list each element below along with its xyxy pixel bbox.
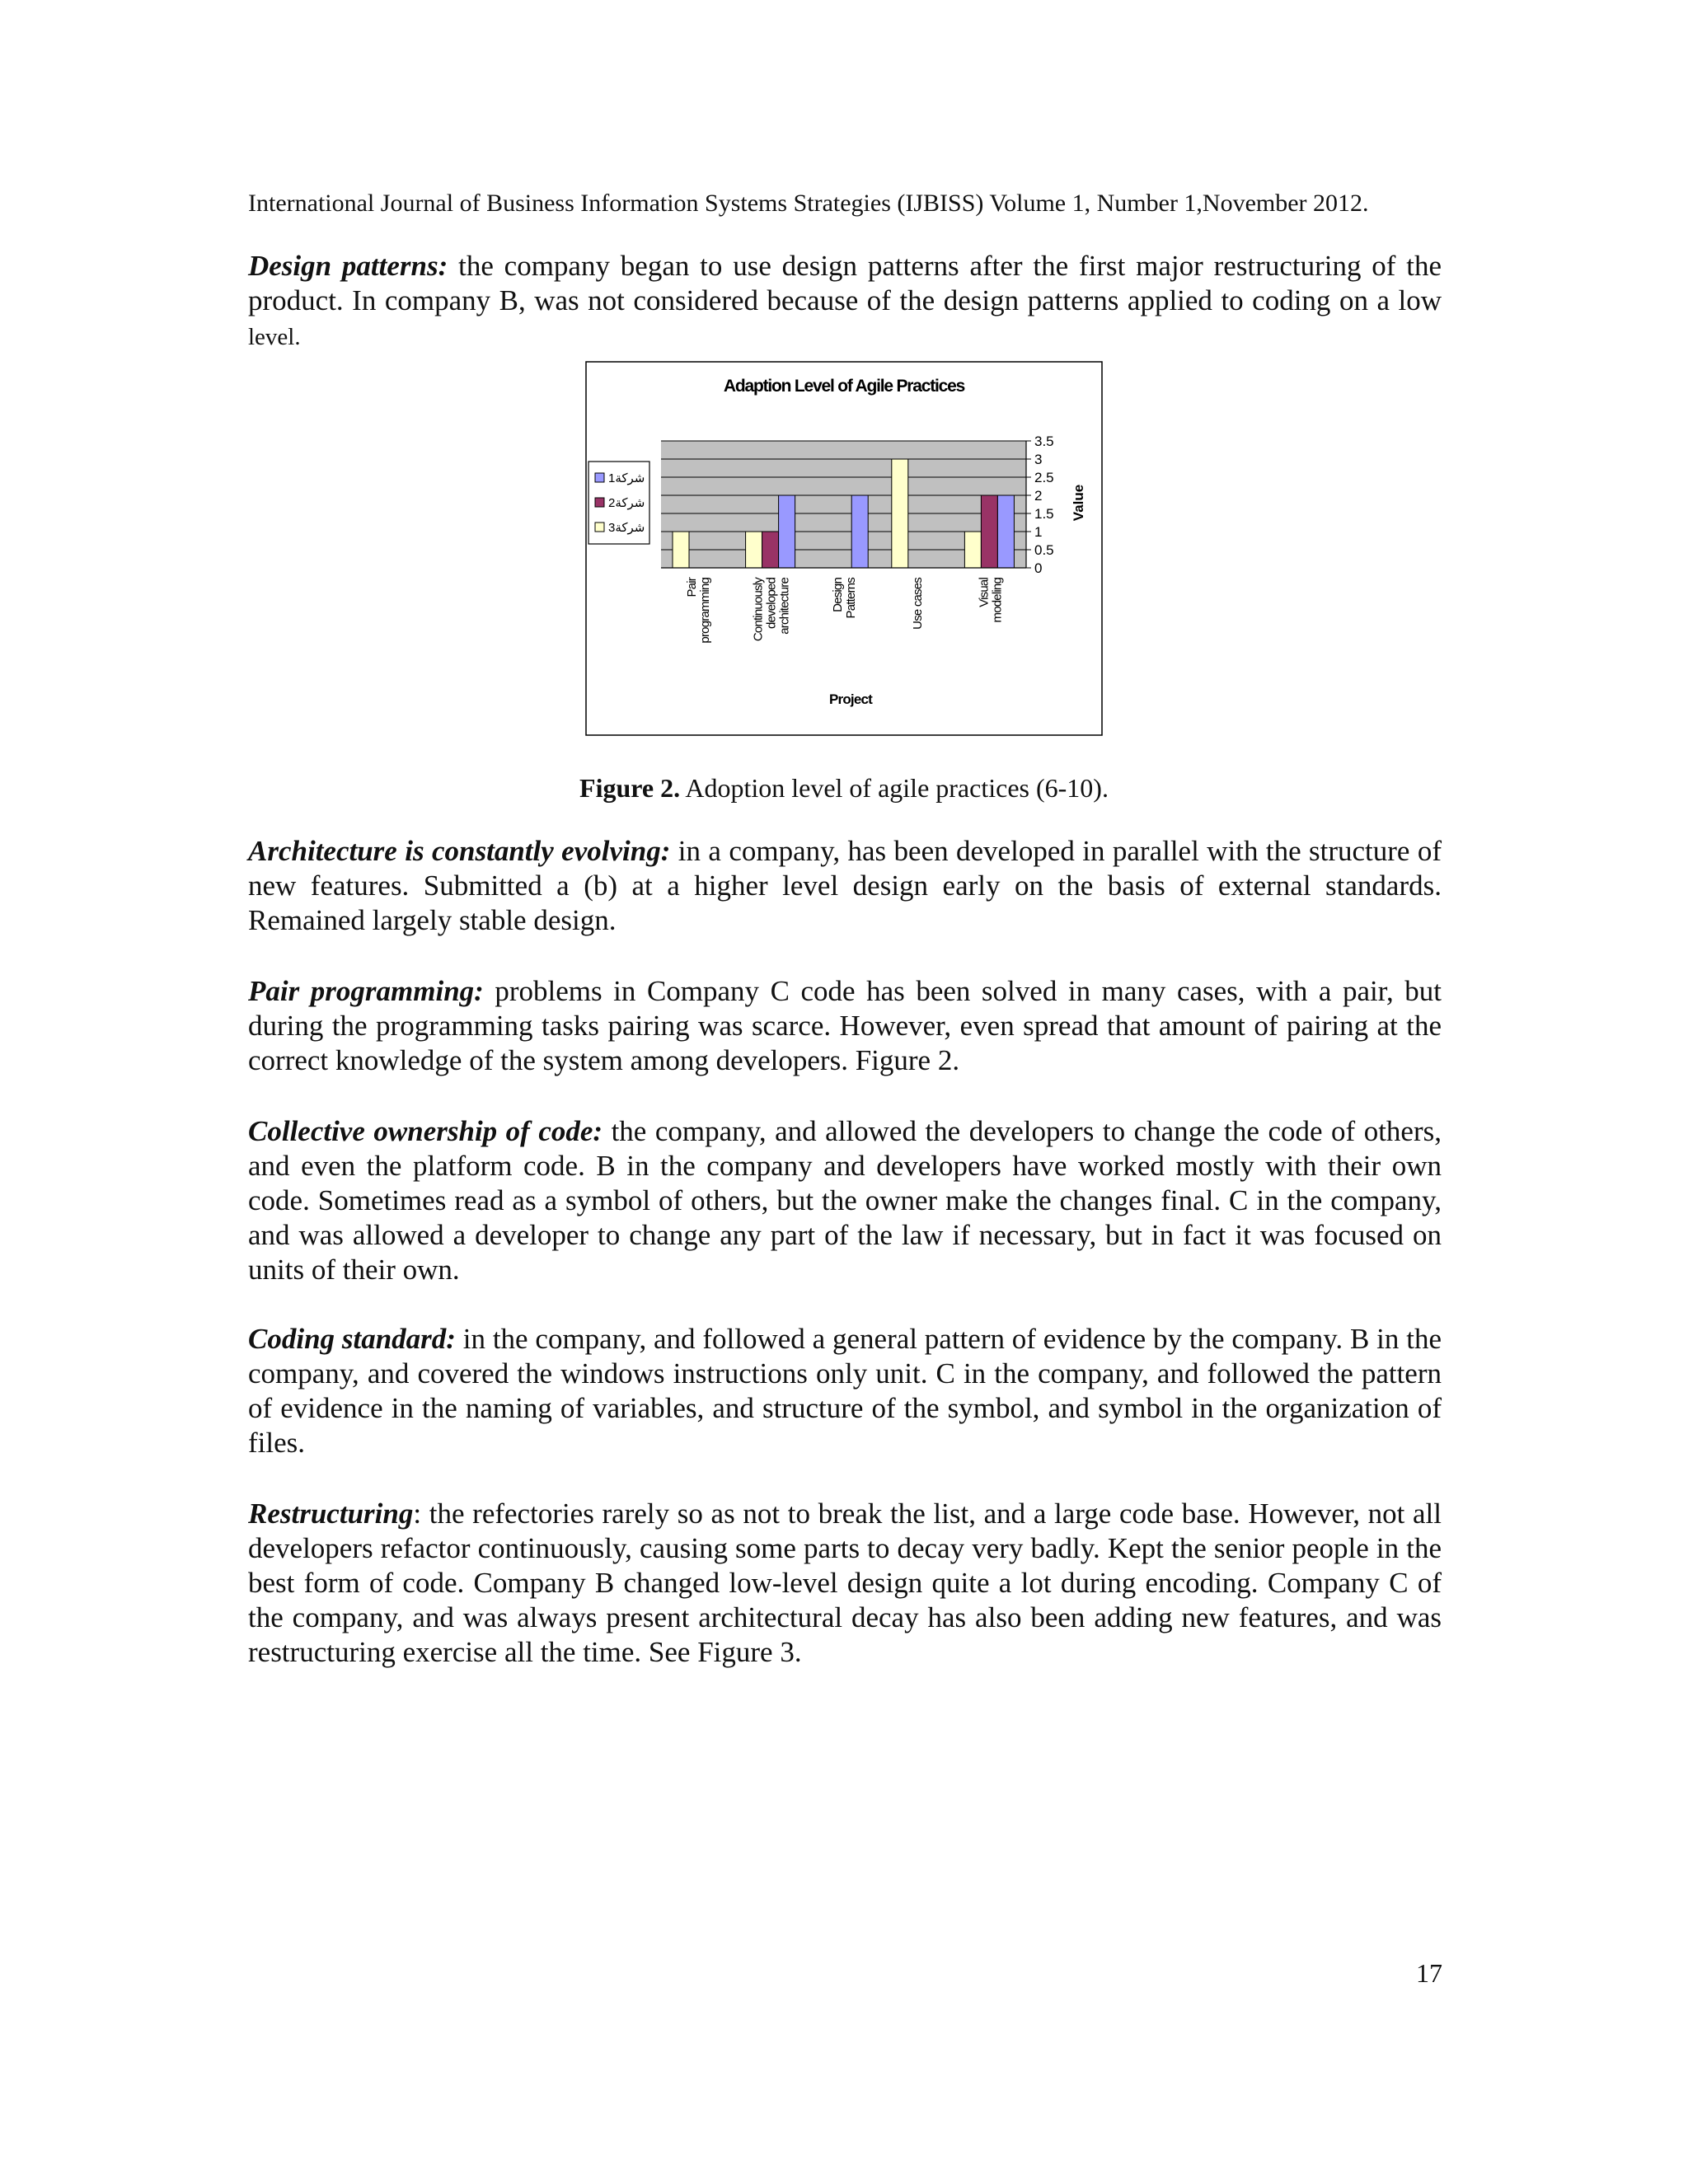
x-tick-label-line: Patterns: [844, 578, 859, 619]
running-header: International Journal of Business Information Systems Strategies (IJBISS) Volume 1, Number 1,November 2012.: [248, 190, 1369, 217]
paragraph-text: the company, and allowed the developers to change the code of others, and even the platform code. B in the company and developers have worked mostly with their own code. Sometimes read as a symbol of others, but the owner make the changes final. C in the company, and was allowed a developer to change any part of the law if necessary, but in fact it was focused on units of their own.: [248, 1115, 1442, 1286]
figure-caption: [0, 771, 1688, 804]
paragraph-design-patterns: [248, 249, 1442, 354]
legend-swatch: [595, 473, 604, 482]
paragraph-collective-ownership: [248, 1114, 1442, 1287]
bar: [964, 532, 981, 568]
bar-chart: [585, 361, 1103, 736]
caption-label: Figure 2.: [579, 773, 681, 803]
paragraph-text: the company began to use design patterns after the first major restructuring of the product. In company B, was not considered because of the design patterns applied to coding on a low: [248, 250, 1442, 316]
y-tick-label: 0: [1034, 560, 1043, 576]
x-tick-label-line: programming: [698, 578, 712, 644]
y-tick-label: 1.5: [1034, 506, 1054, 522]
paragraph-lead: Coding standard:: [248, 1323, 456, 1355]
x-tick-label-line: Pair: [685, 578, 699, 598]
paragraph-lead: Pair programming:: [248, 975, 484, 1007]
y-tick-label: 2: [1034, 488, 1043, 504]
y-tick-label: 2.5: [1034, 470, 1054, 485]
paragraph-restructuring: [248, 1497, 1442, 1670]
legend-swatch: [595, 498, 604, 507]
x-tick-label-line: Continuously: [751, 578, 766, 642]
bar: [981, 495, 997, 568]
figure-2-chart: [585, 361, 1103, 736]
paragraph-text: problems in Company C code has been solved in many cases, with a pair, but during the programming tasks pairing was scarce. However, even spread that amount of pairing at the correct knowledge of the system among developers. Figure 2.: [248, 975, 1442, 1076]
paragraph-lead: Architecture is constantly evolving:: [248, 835, 671, 867]
bar: [779, 495, 795, 568]
y-axis-label: Value: [1071, 484, 1086, 522]
bar: [746, 532, 762, 568]
y-tick-label: 3: [1034, 452, 1043, 467]
x-axis-label: Project: [828, 691, 873, 707]
y-tick-label: 1: [1034, 524, 1043, 540]
paragraph-lead: Restructuring: [248, 1497, 414, 1530]
page-number: 17: [1416, 1958, 1442, 1988]
chart-title: Adaption Level of Agile Practices: [723, 377, 965, 396]
paragraph-text: in the company, and followed a general pattern of evidence by the company. B in the company, and covered the windows instructions only unit. C in the company, and followed the pattern of evidence in the naming of variables, and structure of the symbol, and symbol in the organization of files.: [248, 1323, 1442, 1459]
x-tick-label-line: Use cases: [910, 578, 925, 630]
paragraph-text: : the refectories rarely so as not to break the list, and a large code base. However, not all developers refactor continuously, causing some parts to decay very badly. Kept the senior people in the best form of code. Company B changed low-level design quite a lot during encoding. Company C of the company, and was always present architectural decay has also been adding new features, and was restructuring exercise all the time. See Figure 3.: [248, 1497, 1442, 1668]
paragraph-pair-programming: [248, 974, 1442, 1078]
bar: [762, 532, 779, 568]
legend: [588, 462, 649, 544]
paragraph-coding-standard: [248, 1322, 1442, 1460]
x-tick-label: [911, 578, 925, 630]
bar: [851, 495, 868, 568]
legend-entry: 2شركة: [608, 496, 645, 510]
x-tick-label-line: Design: [831, 578, 846, 612]
legend-swatch: [595, 523, 604, 532]
bar: [892, 459, 908, 568]
paragraph-lead: Design patterns:: [248, 250, 448, 282]
caption-text: Adoption level of agile practices (6-10).: [680, 773, 1109, 803]
y-tick-label: 0.5: [1034, 542, 1054, 558]
paragraph-architecture: [248, 834, 1442, 938]
y-tick-label: 3.5: [1034, 434, 1054, 449]
paragraph-tail: level.: [248, 324, 301, 350]
paragraph-lead: Collective ownership of code:: [248, 1115, 603, 1147]
x-tick-label: [831, 578, 858, 619]
x-tick-label-line: architecture: [777, 578, 792, 635]
x-tick-label-line: Visual: [977, 578, 992, 607]
bar: [997, 495, 1014, 568]
x-tick-label-line: modeling: [990, 578, 1005, 623]
x-tick-label-line: developed: [764, 578, 779, 630]
legend-entry: 3شركة: [608, 521, 645, 535]
paragraph-text: in a company, has been developed in parallel with the structure of new features. Submitted a (b) at a higher level design early on the basis of external standards. Remained largely stable design.: [248, 835, 1442, 936]
bar: [673, 532, 689, 568]
legend-entry: 1شركة: [608, 471, 645, 485]
